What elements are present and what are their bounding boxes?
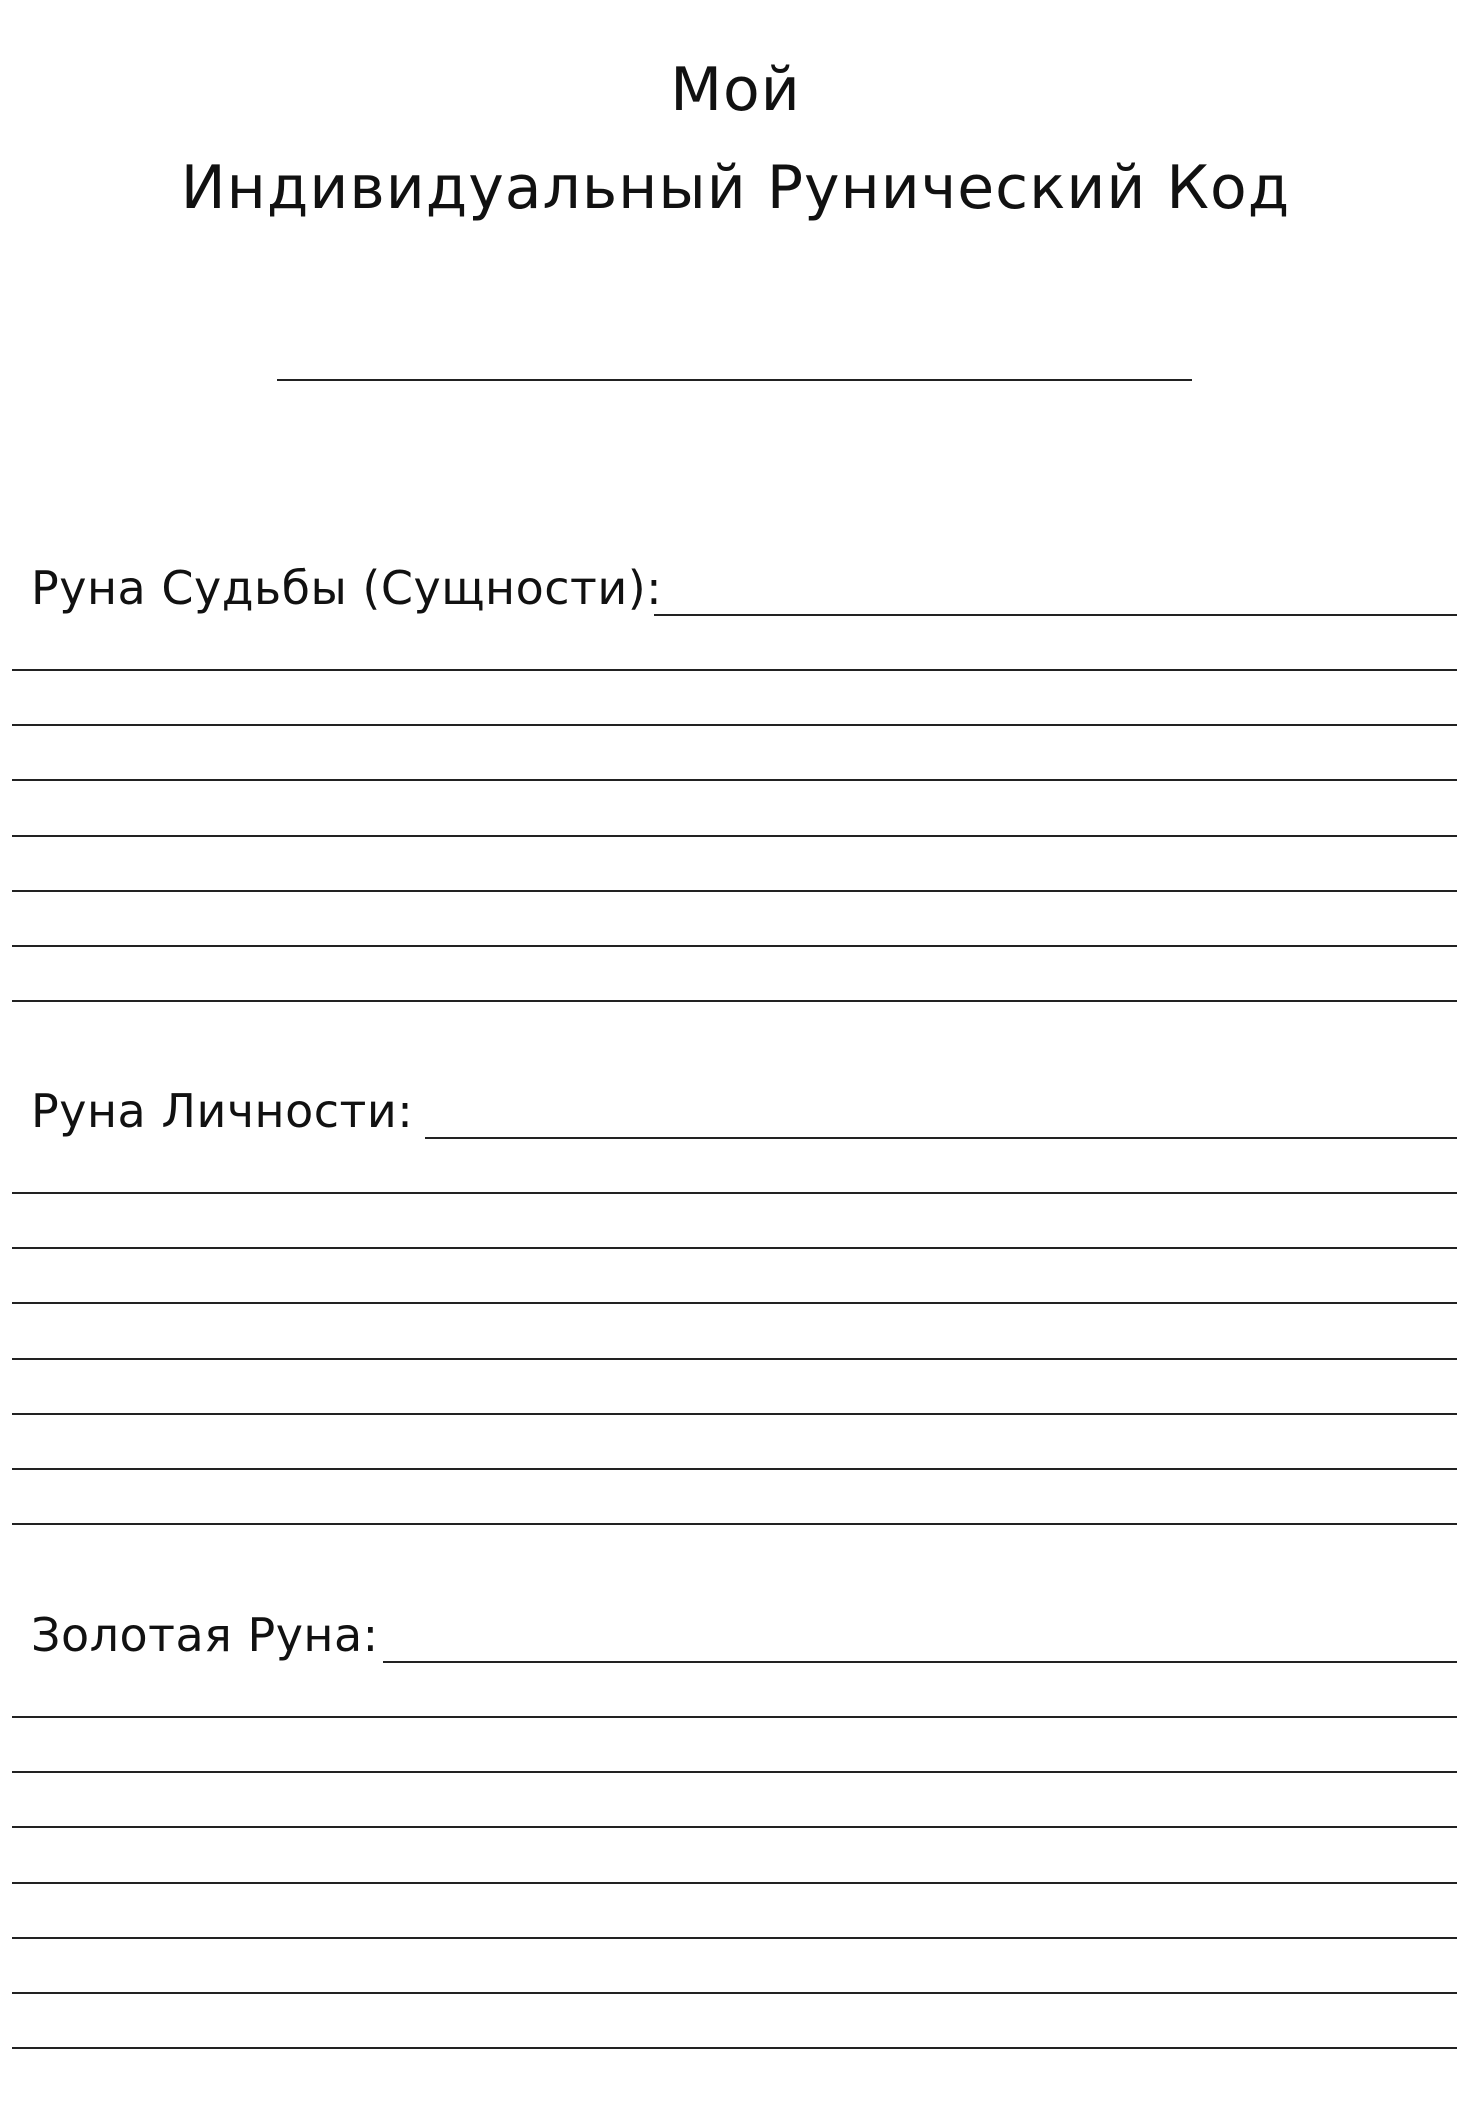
writing-line — [12, 1523, 1457, 1525]
personality-rune-answer-line[interactable] — [425, 1137, 1457, 1139]
writing-line — [12, 1302, 1457, 1304]
writing-line — [12, 669, 1457, 671]
name-blank-line[interactable] — [277, 379, 1192, 381]
writing-line — [12, 2047, 1457, 2049]
writing-line — [12, 1992, 1457, 1994]
writing-line — [12, 945, 1457, 947]
writing-line — [12, 1358, 1457, 1360]
golden-rune-answer-line[interactable] — [383, 1661, 1457, 1663]
writing-line — [12, 1771, 1457, 1773]
writing-line — [12, 1826, 1457, 1828]
section-label-golden-rune: Золотая Руна: — [31, 1608, 379, 1662]
writing-line — [12, 1882, 1457, 1884]
destiny-rune-answer-line[interactable] — [654, 614, 1457, 616]
writing-line — [12, 890, 1457, 892]
writing-line — [12, 1000, 1457, 1002]
writing-line — [12, 1413, 1457, 1415]
writing-line — [12, 835, 1457, 837]
section-label-personality-rune: Руна Личности: — [31, 1084, 414, 1138]
writing-line — [12, 1192, 1457, 1194]
writing-line — [12, 1247, 1457, 1249]
writing-line — [12, 1468, 1457, 1470]
writing-line — [12, 1716, 1457, 1718]
writing-line — [12, 1937, 1457, 1939]
writing-line — [12, 724, 1457, 726]
title-line-1: Мой — [670, 55, 801, 125]
title-line-2: Индивидуальный Рунический Код — [180, 153, 1291, 223]
writing-line — [12, 779, 1457, 781]
section-label-destiny-rune: Руна Судьбы (Сущности): — [31, 561, 663, 615]
